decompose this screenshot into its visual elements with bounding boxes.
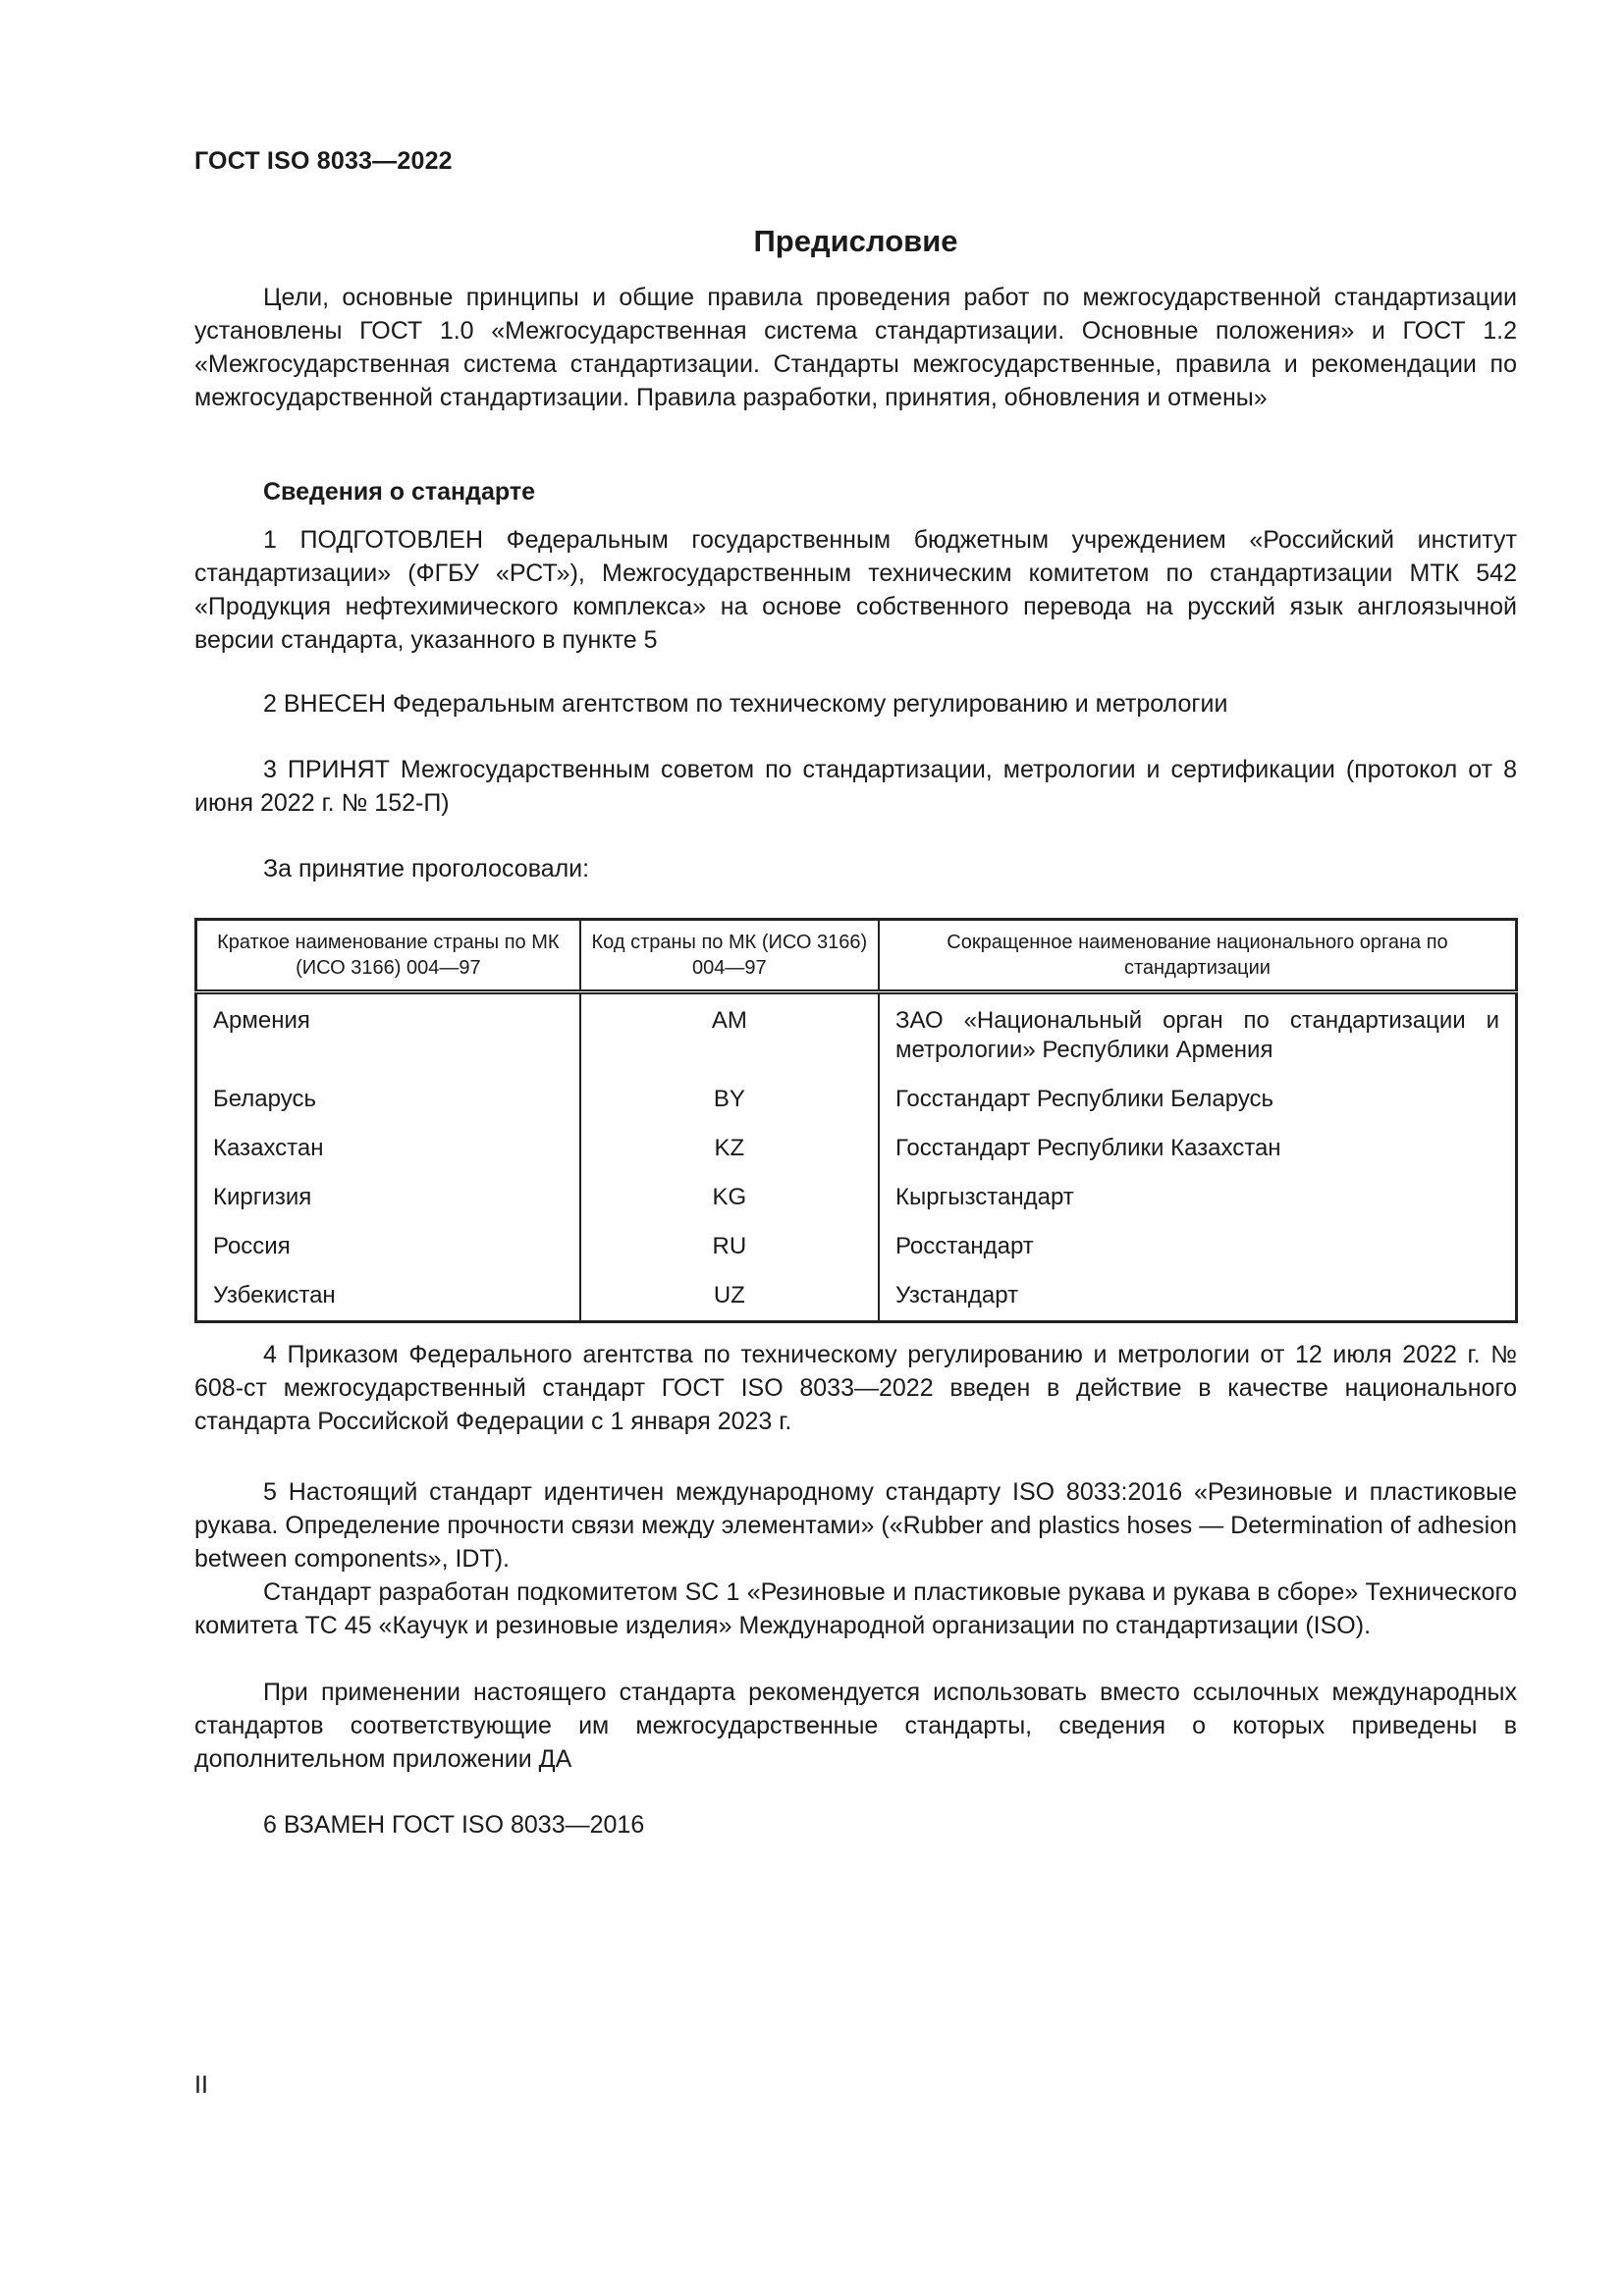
item-5-application-note: При применении настоящего стандарта рекомендуется использовать вместо ссылочных международных стандартов соответствующие им межгосударственные стандарты, сведения о которых приведены в дополнительном приложении ДА [194, 1679, 1517, 1773]
document-code-header: ГОСТ ISO 8033—2022 [194, 147, 453, 175]
column-header-country: Краткое наименование страны по МК (ИСО 3166) 004—97 [196, 920, 580, 992]
voting-countries-table [194, 918, 1518, 1323]
table-row [196, 992, 1517, 1066]
item-2-submitted: 2 ВНЕСЕН Федеральным агентством по техническому регулированию и метрологии [263, 690, 1228, 718]
body-cell: ЗАО «Национальный орган по стандартизации и метрологии» Республики Армения [879, 992, 1517, 1066]
column-header-code: Код страны по МК (ИСО 3166) 004—97 [580, 920, 879, 992]
column-header-body: Сокращенное наименование национального органа по стандартизации [879, 920, 1517, 992]
table-row [196, 1114, 1517, 1163]
country-cell: Узбекистан [196, 1261, 580, 1322]
item-5-developed-by: Стандарт разработан подкомитетом SC 1 «Резиновые и пластиковые рукава и рукава в сборе» Технического комитета ТС 45 «Каучук и резиновые изделия» Международной организации по стандартизации (ISO). [194, 1578, 1517, 1639]
item-6-replaces: 6 ВЗАМЕН ГОСТ ISO 8033—2016 [263, 1811, 645, 1839]
item-4-order: 4 Приказом Федерального агентства по техническому регулированию и метрологии от 12 июля 2022 г. № 608-ст межгосударственный стандарт ГОСТ ISO 8033—2022 введен в действие в качестве национального стандарта Российской Федерации с 1 января 2023 г. [194, 1341, 1517, 1435]
table-row [196, 1261, 1517, 1322]
country-cell: Беларусь [196, 1065, 580, 1114]
intro-paragraph: Цели, основные принципы и общие правила проведения работ по межгосударственной стандартизации установлены ГОСТ 1.0 «Межгосударственная система стандартизации. Основные положения» и ГОСТ 1.2 «Межгосударственная система стандартизации. Стандарты межгосударственные, правила и рекомендации по межгосударственной стандартизации. Правила разработки, принятия, обновления и отмены» [194, 284, 1517, 411]
body-cell: Росстандарт [879, 1212, 1517, 1261]
section-heading: Сведения о стандарте [263, 478, 536, 506]
table-row [196, 1163, 1517, 1212]
code-cell: UZ [580, 1261, 879, 1322]
item-3-adopted: 3 ПРИНЯТ Межгосударственным советом по стандартизации, метрологии и сертификации (протокол от 8 июня 2022 г. № 152-П) [194, 756, 1517, 817]
code-cell: AM [580, 992, 879, 1066]
table-row [196, 1065, 1517, 1114]
code-cell: KG [580, 1163, 879, 1212]
country-cell: Армения [196, 992, 580, 1066]
table-header-row [196, 920, 1517, 992]
page-number: II [194, 2071, 208, 2099]
voted-label: За принятие проголосовали: [263, 855, 590, 882]
code-cell: RU [580, 1212, 879, 1261]
item-1-prepared: 1 ПОДГОТОВЛЕН Федеральным государственным бюджетным учреждением «Российский институт стандартизации» (ФГБУ «РСТ»), Межгосударственным техническим комитетом по стандартизации МТК 542 «Продукция нефтехимического комплекса» на основе собственного перевода на русский язык англоязычной версии стандарта, указанного в пункте 5 [194, 526, 1517, 654]
body-cell: Узстандарт [879, 1261, 1517, 1322]
page-title: Предисловие [753, 224, 958, 258]
item-5-identical: 5 Настоящий стандарт идентичен международному стандарту ISO 8033:2016 «Резиновые и пластиковые рукава. Определение прочности связи между элементами» («Rubber and plastics hoses — Determination of adhesion between components», IDT). [194, 1478, 1517, 1573]
body-cell: Госстандарт Республики Казахстан [879, 1114, 1517, 1163]
body-cell: Кыргызстандарт [879, 1163, 1517, 1212]
country-cell: Киргизия [196, 1163, 580, 1212]
code-cell: KZ [580, 1114, 879, 1163]
body-cell: Госстандарт Республики Беларусь [879, 1065, 1517, 1114]
country-cell: Россия [196, 1212, 580, 1261]
table-row [196, 1212, 1517, 1261]
code-cell: BY [580, 1065, 879, 1114]
country-cell: Казахстан [196, 1114, 580, 1163]
